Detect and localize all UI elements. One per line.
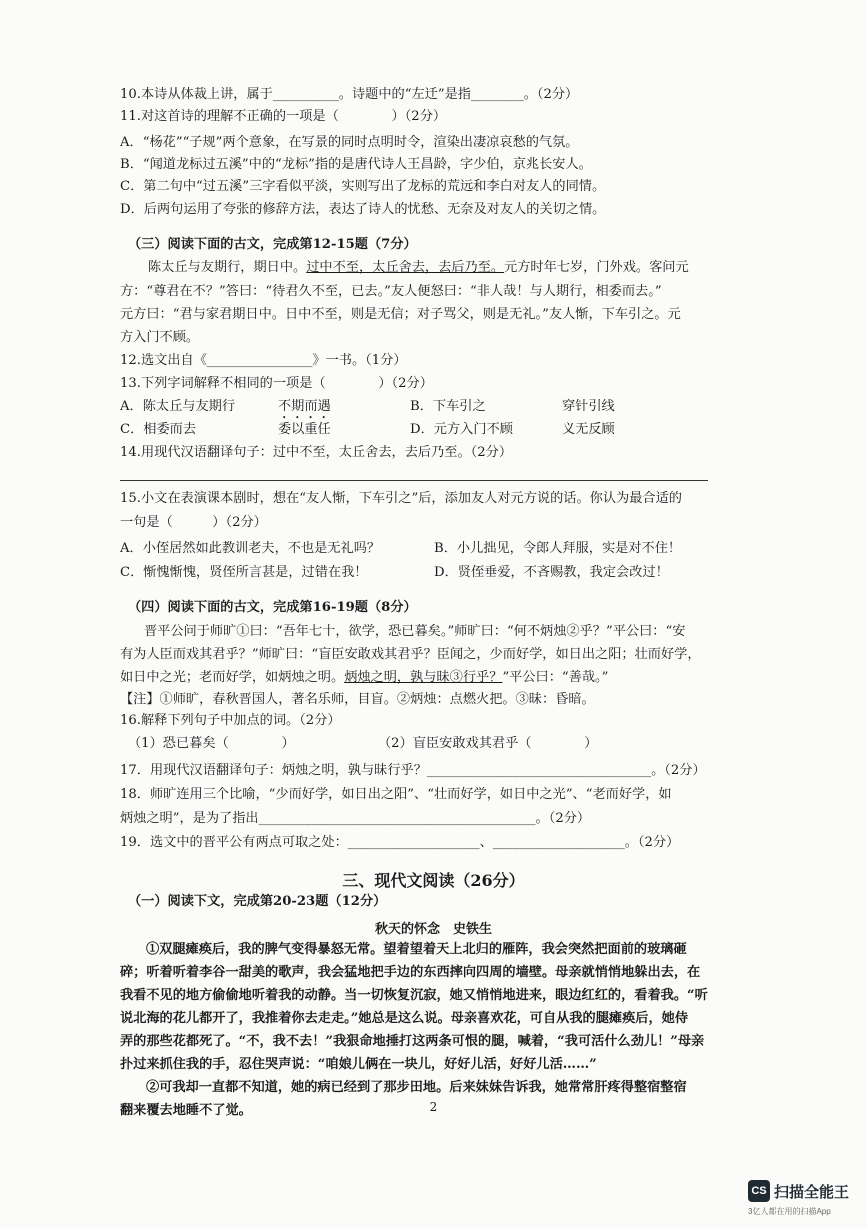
question-14: 14.用现代汉语翻译句子：过中不至，太丘舍去，去后乃至。（2分） bbox=[120, 445, 513, 460]
passage-3-line-2: 方：“尊君在不？”答曰：“待君久不至，已去。”友人便怒曰：“非人哉！与人期行，相委而去。” bbox=[120, 284, 662, 299]
q13-option-c: C．相委而去 bbox=[120, 422, 197, 437]
section-3-title: （三）阅读下面的古文，完成第12-15题（7分） bbox=[128, 237, 417, 252]
question-18-line-2: 炳烛之明”，是为了指出__________________________________________。（2分） bbox=[120, 811, 591, 826]
answer-line bbox=[120, 480, 708, 481]
q15-option-d: D．贤侄垂爱，不吝赐教，我定会改过！ bbox=[434, 565, 669, 580]
passage-4-note: 【注】①师旷，春秋晋国人，著名乐师，目盲。②炳烛：点燃火把。③昧：昏暗。 bbox=[120, 692, 595, 707]
q13-option-b-compare: 穿针引线 bbox=[562, 399, 615, 414]
q15-option-b: B．小儿拙见，令郎人拜服，实是对不住！ bbox=[434, 541, 682, 556]
question-12: 12.选文出自《________________》一书。（1分） bbox=[120, 353, 407, 368]
q15-option-c: C．惭愧惭愧，贤侄所言甚是，过错在我！ bbox=[120, 565, 368, 580]
q13-option-c-compare: 委以重任 bbox=[278, 422, 331, 437]
passage-4-line-1: 晋平公问于师旷①曰：“吾年七十，欲学，恐已暮矣。”师旷曰：“何不炳烛②乎？”平公曰：“安 bbox=[144, 624, 686, 639]
scanner-logo-icon: CS bbox=[748, 1180, 770, 1202]
q13-option-a-compare: 不期而遇 bbox=[278, 399, 331, 414]
question-18-line-1: 18．师旷连用三个比喻，“少而好学，如日出之阳”、“壮而好学，如日中之光”、“老而好学，如 bbox=[120, 787, 672, 802]
question-19: 19．选文中的晋平公有两点可取之处：____________________、____________________。（2分） bbox=[120, 835, 680, 850]
q11-option-a: A．“杨花”“子规”两个意象，在写景的同时点明时令，渲染出凄凉哀愁的气氛。 bbox=[120, 135, 579, 150]
passage-4-line-3: 如日中之光；老而好学，如炳烛之明。炳烛之明，孰与昧③行乎？”平公曰：“善哉。” bbox=[120, 670, 609, 685]
passage-3-line-3: 元方曰：“君与家君期日中。日中不至，则是无信；对子骂父，则是无礼。”友人惭，下车引之。元 bbox=[120, 307, 681, 322]
question-10: 10.本诗从体裁上讲，属于__________。诗题中的“左迁”是指________。（2分） bbox=[120, 87, 579, 102]
q11-option-c: C．第二句中“过五溪”三字看似平淡，实则写出了龙标的荒远和李白对友人的同情。 bbox=[120, 179, 606, 194]
q13-option-b: B．下车引之 bbox=[410, 399, 486, 414]
essay-line-6: 扑过来抓住我的手，忍住哭声说：“咱娘儿俩在一块儿，好好儿活，好好儿活……” bbox=[120, 1057, 597, 1072]
essay-line-7: ②可我却一直都不知道，她的病已经到了那步田地。后来妹妹告诉我，她常常肝疼得整宿整宿 bbox=[146, 1080, 687, 1095]
question-15-line-1: 15.小文在表演课本剧时，想在“友人惭，下车引之”后，添加友人对元方说的话。你认为最合适的 bbox=[120, 491, 682, 506]
q11-option-d: D．后两句运用了夸张的修辞方法，表达了诗人的忧愁、无奈及对友人的关切之情。 bbox=[120, 202, 606, 217]
scanner-app-tagline: 3亿人都在用的扫描App bbox=[748, 1207, 831, 1216]
section-4-title: （四）阅读下面的古文，完成第16-19题（8分） bbox=[128, 600, 417, 615]
essay-line-5: 弄的那些花都死了。“不，我不去！”我狠命地捶打这两条可恨的腿，喊着，“我可活什么劲儿！”母亲 bbox=[120, 1034, 705, 1049]
q11-option-b: B．“闻道龙标过五溪”中的“龙标”指的是唐代诗人王昌龄，字少伯，京兆长安人。 bbox=[120, 157, 592, 172]
essay-line-8: 翻来覆去地睡不了觉。 bbox=[120, 1103, 252, 1118]
question-17: 17．用现代汉语翻译句子：炳烛之明，孰与昧行乎？__________________________________。（2分） bbox=[120, 763, 706, 778]
q13-option-d: D．元方入门不顾 bbox=[410, 422, 513, 437]
passage-4-underlined: 炳烛之明，孰与昧③行乎？ bbox=[344, 670, 503, 685]
scanner-watermark bbox=[748, 1178, 856, 1222]
q16-item-1: （1）恐已暮矣（ ） bbox=[128, 736, 295, 751]
passage-4-line-2: 有为人臣而戏其君乎？”师旷曰：“盲臣安敢戏其君乎？臣闻之，少而好学，如日出之阳；壮而好学， bbox=[120, 647, 701, 662]
question-11: 11.对这首诗的理解不正确的一项是（ ）（2分） bbox=[120, 109, 447, 124]
q16-item-2: （2）盲臣安敢戏其君乎（ ） bbox=[378, 736, 598, 751]
essay-line-1: ①双腿瘫痪后，我的脾气变得暴怒无常。望着望着天上北归的雁阵，我会突然把面前的玻璃砸 bbox=[146, 942, 687, 957]
essay-line-2: 碎；听着听着李谷一甜美的歌声，我会猛地把手边的东西摔向四周的墙壁。母亲就悄悄地躲出去，在 bbox=[120, 965, 701, 980]
question-15-line-2: 一句是（ ）（2分） bbox=[120, 515, 267, 530]
passage-3-line-1 bbox=[148, 259, 689, 277]
passage-3-text: 陈太丘与友期行，期日中。 bbox=[148, 260, 307, 275]
essay-line-4: 说北海的花儿都开了，我推着你去走走。”她总是这么说。母亲喜欢花，可自从我的腿瘫痪后，她侍 bbox=[120, 1011, 689, 1026]
part-3-title: 三、现代文阅读（26分） bbox=[342, 871, 525, 890]
essay-title: 秋天的怀念 史铁生 bbox=[374, 922, 492, 937]
q13-option-a: A．陈太丘与友期行 bbox=[120, 399, 236, 414]
essay-line-3: 我看不见的地方偷偷地听着我的动静。当一切恢复沉寂，她又悄悄地进来，眼边红红的，看着我。“听 bbox=[120, 988, 708, 1003]
passage-3-text: 元方时年七岁，门外戏。客问元 bbox=[504, 260, 689, 275]
passage-3-line-4: 方入门不顾。 bbox=[120, 330, 200, 345]
sub-section-1-title: （一）阅读下文，完成第20-23题（12分） bbox=[128, 894, 387, 909]
passage-3-underlined: 过中不至，太丘舍去，去后乃至。 bbox=[306, 260, 505, 275]
question-13: 13.下列字词解释不相同的一项是（ ）（2分） bbox=[120, 376, 433, 391]
scanner-app-name: 扫描全能王 bbox=[774, 1184, 850, 1201]
page-number: 2 bbox=[429, 1100, 438, 1114]
question-16: 16.解释下列句子中加点的词。（2分） bbox=[120, 713, 341, 728]
q13-option-d-compare: 义无反顾 bbox=[562, 422, 615, 437]
q15-option-a: A．小侄居然如此教训老夫，不也是无礼吗？ bbox=[120, 541, 381, 556]
